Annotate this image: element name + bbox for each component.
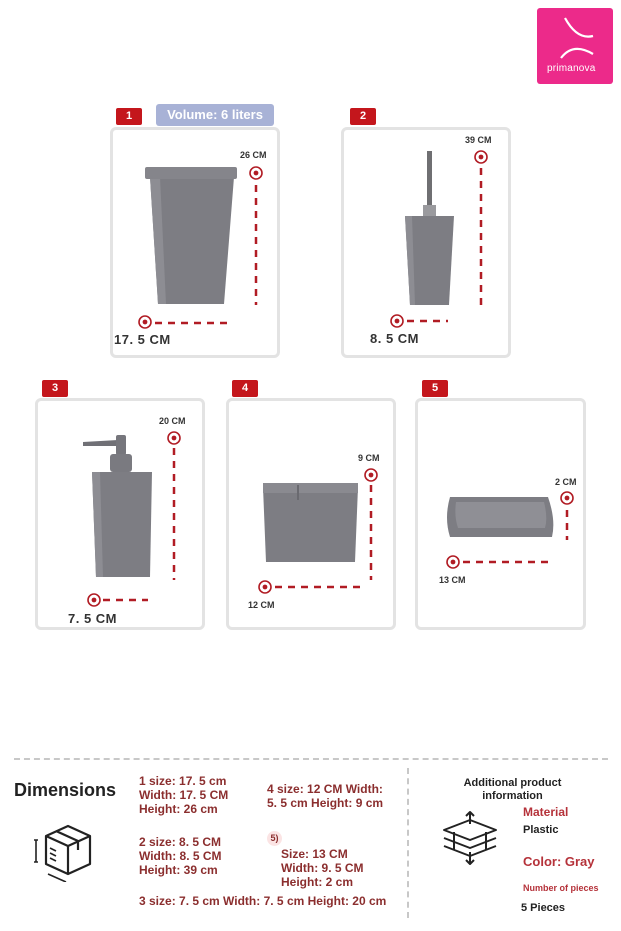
spec-line: 5. 5 cm Height: 9 cm xyxy=(267,796,384,810)
spec-line: 4 size: 12 CM Width: xyxy=(267,782,383,796)
color-label: Color: Gray xyxy=(523,854,595,869)
spec-line: Height: 39 cm xyxy=(139,863,218,877)
spec-line: Height: 26 cm xyxy=(139,802,218,816)
brand-name: primanova xyxy=(547,63,596,74)
package-box-icon xyxy=(32,820,104,882)
volume-label: Volume: 6 liters xyxy=(156,104,274,126)
product-number-badge: 3 xyxy=(42,380,68,397)
height-label: 9 CM xyxy=(358,453,380,463)
width-label: 8. 5 CM xyxy=(370,331,420,346)
width-label: 12 CM xyxy=(248,600,275,610)
width-label: 17. 5 CM xyxy=(114,332,171,347)
spec-line: Width: 9. 5 CM xyxy=(281,861,364,875)
spec-line: Size: 13 CM xyxy=(281,847,348,861)
soap-dispenser-image xyxy=(83,435,152,577)
spec-item-3: 3 size: 7. 5 cm Width: 7. 5 cm Height: 20 cm xyxy=(139,894,387,908)
additional-info-title-line: information xyxy=(482,790,543,802)
spec-item-4 xyxy=(267,782,383,810)
height-label: 26 CM xyxy=(240,150,267,160)
height-label: 20 CM xyxy=(159,416,186,426)
pieces-value: 5 Pieces xyxy=(521,902,566,914)
spec-line: Height: 2 cm xyxy=(281,875,354,889)
spec-item-2 xyxy=(139,835,222,877)
section-divider xyxy=(14,758,608,760)
dimensions-title: Dimensions xyxy=(14,780,117,800)
product-number-badge: 1 xyxy=(116,108,142,125)
column-divider xyxy=(407,768,409,918)
width-label: 7. 5 CM xyxy=(68,611,118,626)
spec-item-5-marker: 5) xyxy=(267,831,282,846)
spec-line: Width: 17. 5 CM xyxy=(139,788,229,802)
height-label: 2 CM xyxy=(555,477,577,487)
toothbrush-holder-image xyxy=(263,483,358,562)
width-label: 13 CM xyxy=(439,575,466,585)
product-card-2 xyxy=(341,127,511,358)
additional-info-title-line: Additional product xyxy=(463,777,562,789)
pieces-label: Number of pieces xyxy=(523,883,599,893)
product-number-badge: 2 xyxy=(350,108,376,125)
spec-item-1 xyxy=(139,774,228,816)
product-card-5 xyxy=(415,398,586,630)
additional-info-title xyxy=(440,777,585,803)
product-card-3 xyxy=(35,398,205,630)
spec-line: Width: 8. 5 CM xyxy=(139,849,222,863)
product-number-badge: 5 xyxy=(422,380,448,397)
product-card-4 xyxy=(226,398,396,630)
soap-dish-image xyxy=(447,497,553,537)
toilet-brush-image xyxy=(405,151,454,305)
spec-item-5 xyxy=(281,847,364,889)
material-layers-icon xyxy=(440,810,500,866)
product-number-badge: 4 xyxy=(232,380,258,397)
spec-line: 2 size: 8. 5 CM xyxy=(139,835,222,849)
material-label: Material xyxy=(523,805,569,819)
brand-logo xyxy=(537,8,613,84)
spec-line: 1 size: 17. 5 cm xyxy=(139,774,227,788)
height-label: 39 CM xyxy=(465,135,492,145)
product-card-1 xyxy=(110,127,280,358)
material-value: Plastic xyxy=(523,824,559,836)
